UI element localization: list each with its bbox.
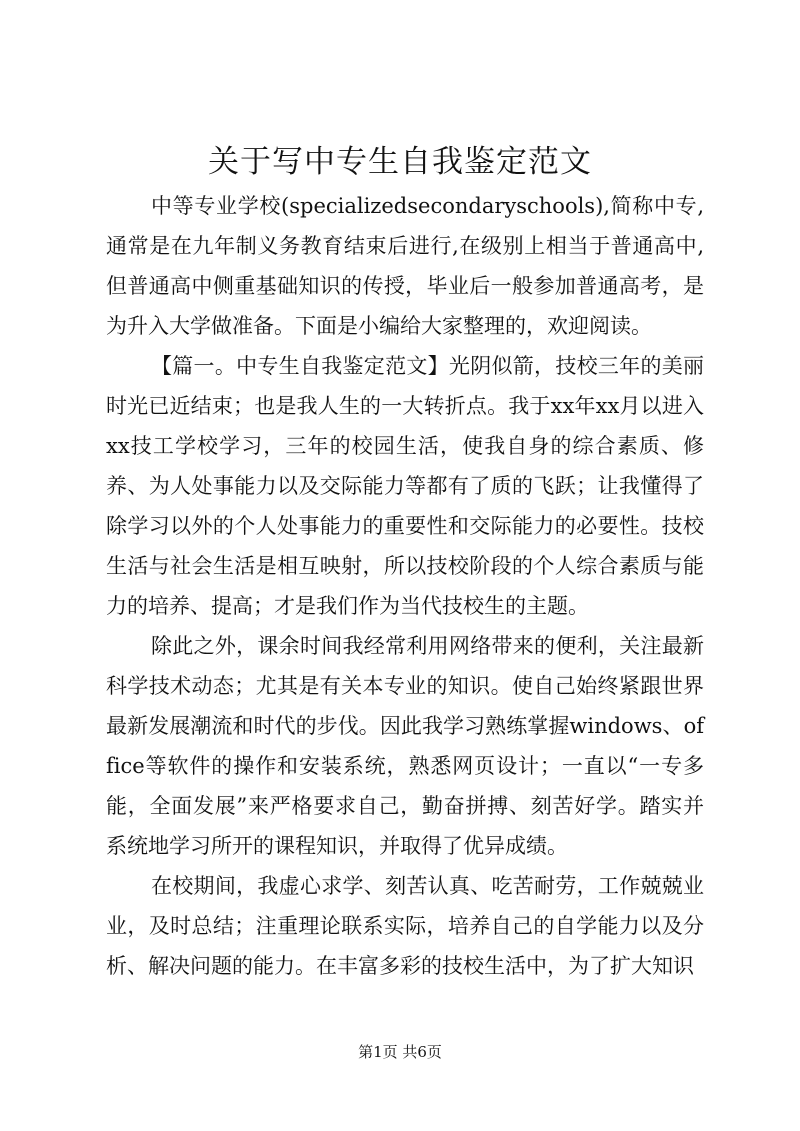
page-total: 共6页 <box>402 1043 442 1061</box>
paragraph-extracurricular: 除此之外，课余时间我经常利用网络带来的便利，关注最新科学技术动态；尤其是有关本专业的知识。使自己始终紧跟世界最新发展潮流和时代的步伐。因此我学习熟练掌握windows、office等软件的操作和安装系统，熟悉网页设计；一直以“一专多能，全面发展”来严格要求自己，勤奋拼搏、刻苦好学。踏实并系统地学习所开的课程知识，并取得了优异成绩。 <box>106 634 704 858</box>
paragraph-intro: 中等专业学校(specializedsecondaryschools),简称中专,通常是在九年制义务教育结束后进行,在级别上相当于普通高中,但普通高中侧重基础知识的传授，毕业后一般参加普通高考，是为升入大学做准备。下面是小编给大家整理的，欢迎阅读。 <box>106 194 704 338</box>
paragraph-section-one: 【篇一。中专生自我鉴定范文】光阴似箭，技校三年的美丽时光已近结束；也是我人生的一大转折点。我于xx年xx月以进入xx技工学校学习，三年的校园生活，使我自身的综合素质、修养、为人处事能力以及交际能力等都有了质的飞跃；让我懂得了除学习以外的个人处事能力的重要性和交际能力的必要性。技校生活与社会生活是相互映射，所以技校阶段的个人综合素质与能力的培养、提高；才是我们作为当代技校生的主题。 <box>106 354 704 618</box>
document-title: 关于写中专生自我鉴定范文 <box>208 144 592 180</box>
page-footer <box>0 1042 800 1062</box>
paragraph-school-period: 在校期间，我虚心求学、刻苦认真、吃苦耐劳，工作兢兢业业，及时总结；注重理论联系实际，培养自己的自学能力以及分析、解决问题的能力。在丰富多彩的技校生活中，为了扩大知识 <box>106 874 704 978</box>
document-body <box>106 186 704 986</box>
page-number: 第1页 <box>358 1043 398 1061</box>
